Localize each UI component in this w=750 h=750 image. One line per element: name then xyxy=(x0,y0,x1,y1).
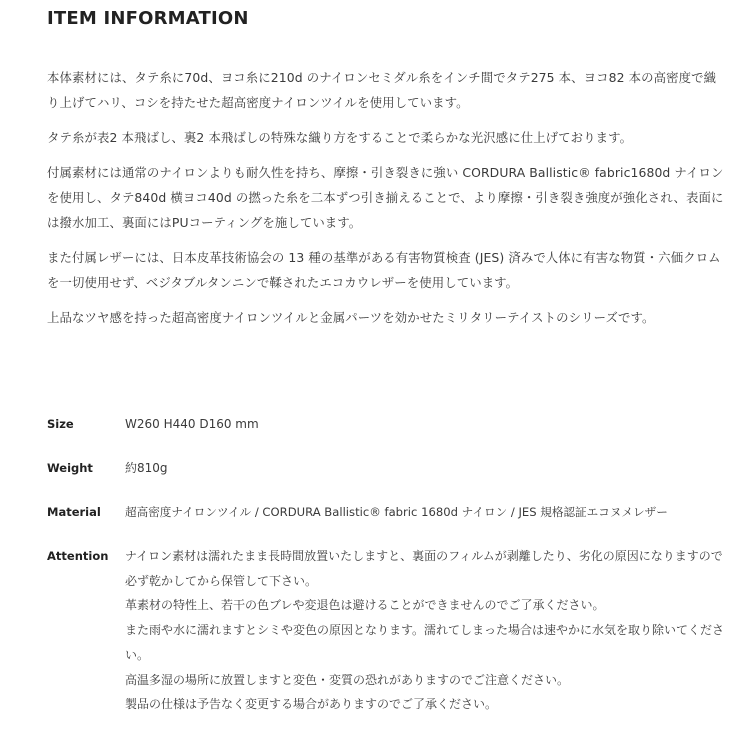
attention-notes xyxy=(125,544,727,717)
spec-label-size: Size xyxy=(47,417,74,431)
item-information-page xyxy=(47,0,727,712)
spec-label-material: Material xyxy=(47,505,101,519)
attention-note-2: 革素材の特性上、若干の色ブレや変退色は避けることができませんのでご了承ください。 xyxy=(125,598,605,613)
description-paragraph-4: また付属レザーには、日本皮革技術協会の 13 種の基準がある有害物質検査 (JES) 済みで人体に有害な物質・六価クロムを一切使用せず、ベジタブルタンニンで鞣されたエコカウレザーを使用しています。 xyxy=(47,250,721,290)
page-title: ITEM INFORMATION xyxy=(47,8,249,29)
spec-label-attention: Attention xyxy=(47,549,109,563)
description-section xyxy=(47,65,727,330)
description-paragraph-3: 付属素材には通常のナイロンよりも耐久性を持ち、摩擦・引き裂きに強い CORDURA Ballistic® fabric1680d ナイロンを使用し、タテ840d 横ヨコ40d の撚った糸を二本ずつ引き揃えることで、より摩擦・引き裂き強度が強化され、表面には撥水加工、裏面にはPUコーティングを施しています。 xyxy=(47,165,724,230)
description-paragraph-1: 本体素材には、タテ糸に70d、ヨコ糸に210d のナイロンセミダル糸をインチ間でタテ275 本、ヨコ82 本の高密度で織り上げてハリ、コシを持たせた超高密度ナイロンツイルを使用しています。 xyxy=(47,70,717,110)
attention-note-3: また雨や水に濡れますとシミや変色の原因となります。濡れてしまった場合は速やかに水気を取り除いてください。 xyxy=(125,623,725,662)
spec-row-attention xyxy=(47,544,727,717)
spec-value-material: 超高密度ナイロンツイル / CORDURA Ballistic® fabric 1680d ナイロン / JES 規格認証エコヌメレザー xyxy=(125,505,668,519)
spec-row-weight xyxy=(47,456,727,481)
spec-table xyxy=(47,412,727,736)
description-paragraph-2: タテ糸が表2 本飛ばし、裏2 本飛ばしの特殊な織り方をすることで柔らかな光沢感に仕上げております。 xyxy=(47,130,633,145)
attention-note-1: ナイロン素材は濡れたまま長時間放置いたしますと、裏面のフィルムが剥離したり、劣化の原因になりますので必ず乾かしてから保管して下さい。 xyxy=(125,549,723,588)
attention-note-4: 高温多湿の場所に放置しますと変色・変質の恐れがありますのでご注意ください。 xyxy=(125,672,570,687)
spec-row-size xyxy=(47,412,727,437)
description-paragraph-5: 上品なツヤ感を持った超高密度ナイロンツイルと金属パーツを効かせたミリタリーテイストのシリーズです。 xyxy=(47,310,655,325)
spec-value-size: W260 H440 D160 mm xyxy=(125,417,259,431)
spec-value-weight: 約810g xyxy=(125,461,168,475)
spec-row-material xyxy=(47,500,727,525)
spec-label-weight: Weight xyxy=(47,461,93,475)
attention-note-5: 製品の仕様は予告なく変更する場合がありますのでご了承ください。 xyxy=(125,697,498,712)
